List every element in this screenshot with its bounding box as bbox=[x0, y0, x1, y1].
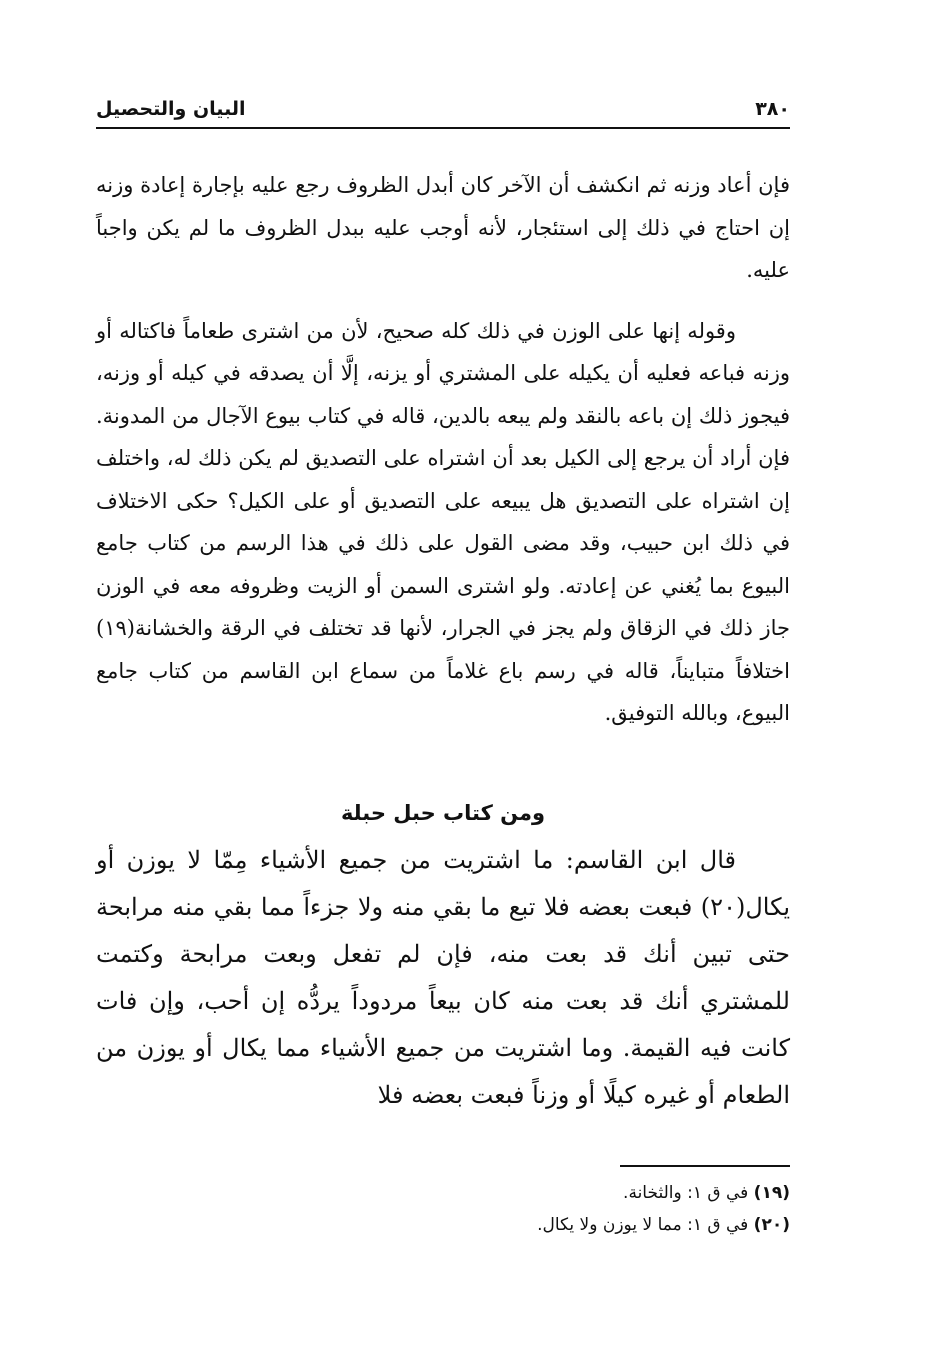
footnote-text: في ق ١: مما لا يوزن ولا يكال. bbox=[537, 1214, 749, 1235]
footnote-mark: (١٩) bbox=[753, 1182, 790, 1203]
footnote-20 bbox=[96, 1209, 790, 1241]
page-number: ٣٨٠ bbox=[755, 98, 790, 120]
paragraph-1: فإن أعاد وزنه ثم انكشف أن الآخر كان أبدل الظروف رجع عليه بإجارة إعادة وزنه إن احتاج في ذلك إلى استئجار، لأنه أوجب عليه ببدل الظروف ما لم يكن واجباً عليه. bbox=[96, 173, 790, 282]
section-heading: ومن كتاب حبل حبلة bbox=[340, 800, 546, 825]
footnote-mark: (٢٠) bbox=[753, 1214, 790, 1235]
paragraph-2: وقوله إنها على الوزن في ذلك كله صحيح، لأن من اشترى طعاماً فاكتاله أو وزنه فباعه فعليه أن يكيله على المشتري أو يزنه، إلَّا أن يصدقه في كيله أو وزنه، فيجوز ذلك إن باعه بالنقد ولم يبعه بالدين، قاله في كتاب بيوع الآجال من المدونة. فإن أراد أن يرجع إلى الكيل بعد أن اشتراه على التصديق لم يكن ذلك له، واختلف إن اشتراه على التصديق هل يبيعه على التصديق أو على الكيل؟ حكى الاختلاف في ذلك ابن حبيب، وقد مضى القول على ذلك في هذا الرسم من كتاب جامع البيوع بما يُغني عن إعادته. ولو اشترى السمن أو الزيت وظروفه معه في الوزن جاز ذلك في الزقاق ولم يجز في الجرار، لأنها قد تختلف في الرقة والخشانة(١٩) اختلافاً متبايناً، قاله في رسم باع غلاماً من سماع ابن القاسم من كتاب جامع البيوع، وبالله التوفيق. bbox=[96, 318, 790, 725]
book-page bbox=[96, 88, 790, 1241]
section-paragraph: قال ابن القاسم: ما اشتريت من جميع الأشياء مِمّا لا يوزن أو يكال(٢٠) فبعت بعضه فلا تبع ما بقي منه ولا جزءاً مما بقي منه مرابحة حتى تبين أنك قد بعت منه، فإن لم تفعل وبعت مرابحة وكتمت للمشتري أنك قد بعت منه كان بيعاً مردوداً يردُّه إن أحب، وإن فات كانت فيه القيمة. وما اشتريت من جميع الأشياء مما يكال أو يوزن من الطعام أو غيره كيلًا أو وزناً فبعت بعضه فلا bbox=[96, 845, 790, 1109]
running-title: البيان والتحصيل bbox=[96, 98, 246, 120]
footnotes bbox=[96, 1177, 790, 1241]
page-header bbox=[96, 88, 790, 128]
footnote-rule bbox=[620, 1165, 790, 1167]
footnote-19 bbox=[96, 1177, 790, 1209]
header-rule bbox=[96, 127, 790, 129]
footnote-text: في ق ١: والثخانة. bbox=[623, 1182, 749, 1203]
